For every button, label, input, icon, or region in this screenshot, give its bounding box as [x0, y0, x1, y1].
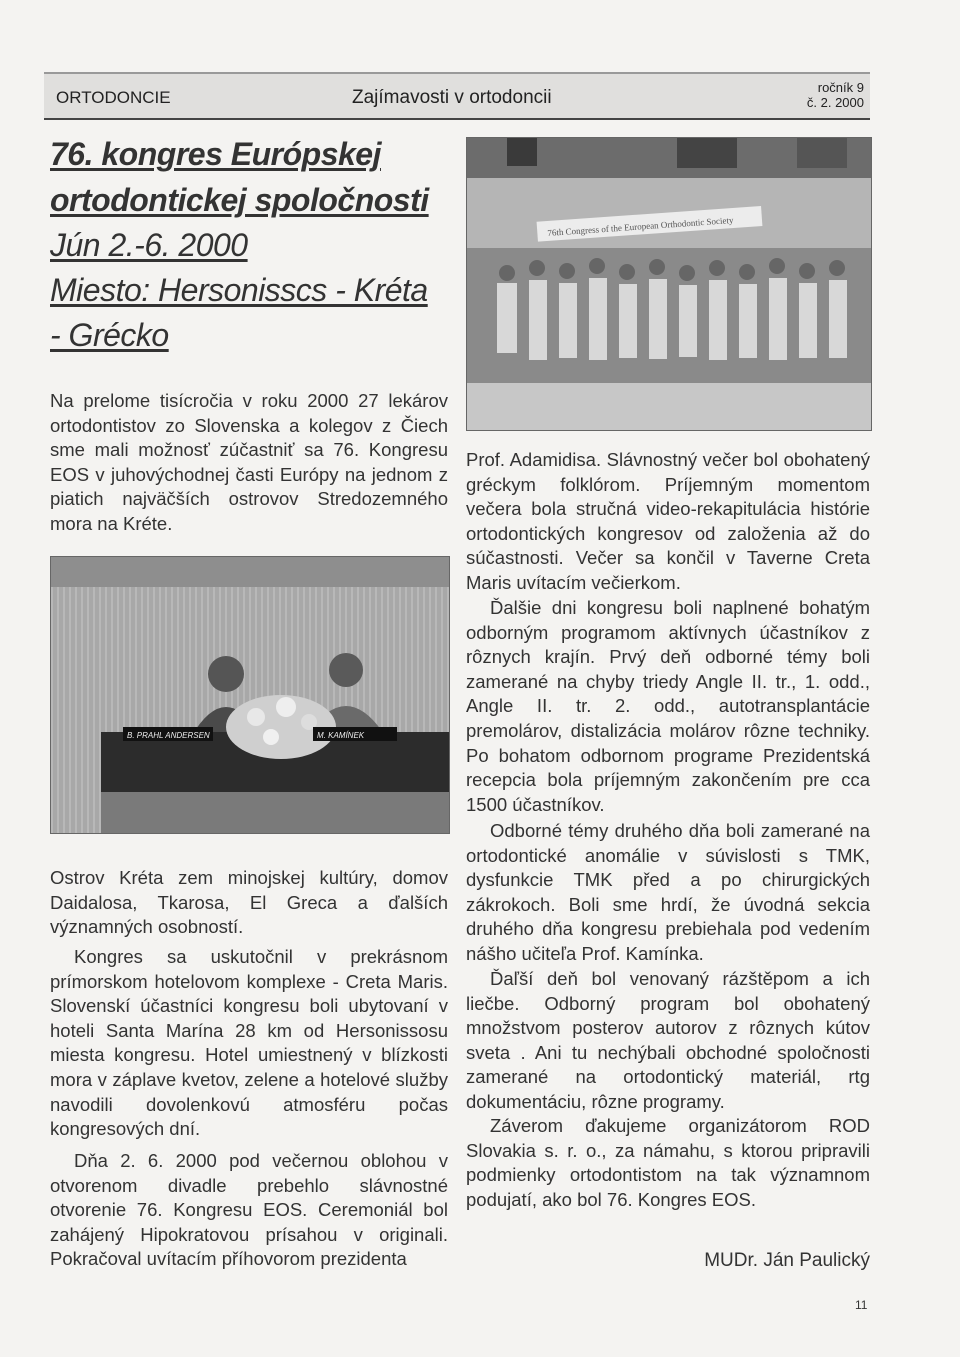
journal-name: ORTODONCIE	[56, 88, 171, 107]
right-paragraph-3: Odborné témy druhého dňa boli zamerané na ortodontické anomálie v súvislosti s TMK, dysfunkcie TMK před a po chirurgických zákrokoch. Boli sme hrdí, že úvodná sekcia druhého dňa kongresu prebiehala pod vedením nášho učiteľa Prof. Kamínka.	[466, 820, 870, 964]
left-paragraph-3: Dňa 2. 6. 2000 pod večernou oblohou v otvorenom divadle prebehlo slávnostné otvorenie 76. Kongresu EOS. Ceremoniál bol zahájený Hipokratovou prísahou v originali. Pokračoval uvítacím příhovorom prezidenta	[50, 1150, 448, 1270]
panel-photo	[50, 556, 450, 834]
right-paragraph-5: Záverom ďakujeme organizátorom ROD Slovakia s. r. o., za námahu, s ktorou pripravili podmienky ortodontistom na tak významnom podujatí, ako bol 76. Kongres EOS.	[466, 1115, 870, 1210]
intro-paragraph: Na prelome tisícročia v roku 2000 27 lekárov ortodontistov zo Slovenska a kolegov z Čiech sme mali možnosť zúčastniť sa 76. Kongresu EOS v juhovýchodnej časti Európy na jednom z piatich najväčších ostrovov Stredozemného mora na Kréte.	[50, 390, 448, 534]
right-paragraph-2: Ďalšie dni kongresu boli naplnené bohatým odborným programom aktívnych účastníkov z rôznych krajín. Prvý deň odborné témy boli zamerané na chyby triedy Angle II. tr., 1. odd., Angle II. tr. 2. odd., autotransplantácie premolárov, distalizácia molárov rôzne techniky. Po bohatom odbornom programe Prezidentská recepcia bola príjemným zakončením pre cca 1500 účastníkov.	[466, 597, 870, 815]
right-paragraph-4: Ďaľší deň bol venovaný rázštěpom a ich liečbe. Odborný program bol obohatený množstvom posterov autorov z rôznych kútov sveta . Ani tu nechýbali obchodné spoločnosti zamerané na ortodontický materiál, rtg dokumentáciu, rôzne programy.	[466, 968, 870, 1112]
name-plate-left: B. PRAHL ANDERSEN	[127, 731, 210, 740]
issue-info	[807, 80, 864, 110]
group-photo	[466, 137, 872, 431]
headline-line-4: Miesto: Hersonisscs - Kréta	[50, 272, 428, 308]
group-banner-text: 76th Congress of the European Orthodontic Society	[547, 214, 734, 238]
volume-label: ročník 9	[817, 80, 864, 95]
headline-line-1: 76. kongres Európskej	[50, 136, 381, 172]
left-paragraph-2: Kongres sa uskutočnil v prekrásnom prímorskom hotelovom komplexe - Creta Maris. Slovenskí účastníci kongresu boli ubytovaní v hoteli Santa Marína 28 km od Hersonissosu miesta kongresu. Hotel umiestnený v blízkosti mora v záplave kvetov, zelene a hotelové služby navodili dovolenkovú atmosféru počas kongresových dní.	[50, 946, 448, 1140]
headline-line-3: Jún 2.-6. 2000	[50, 227, 248, 263]
section-title: Zajímavosti v ortodoncii	[352, 87, 552, 108]
name-plate-right: M. KAMÍNEK	[317, 731, 365, 740]
group-photo-image	[467, 138, 871, 430]
author-signature: MUDr. Ján Paulický	[704, 1250, 870, 1271]
right-paragraph-1: Prof. Adamidisa. Slávnostný večer bol obohatený gréckym folklórom. Príjemným momentom večera bola stručná video-rekapitulácia histórie ortodontických kongresov od založenia až do súčastnosti. Večer sa končil v Taverne Creta Maris uvítacím večierkom.	[466, 449, 870, 593]
issue-label: č. 2. 2000	[806, 95, 864, 110]
left-paragraph-1: Ostrov Kréta zem minojskej kultúry, domov Daidalosa, Tkarosa, El Greca a ďalších významných osobností.	[50, 867, 448, 938]
page-number: 11	[855, 1298, 868, 1312]
headline-line-5: - Grécko	[50, 317, 169, 353]
page-header	[44, 72, 870, 120]
headline-line-2: ortodontickej spoločnosti	[50, 182, 429, 218]
panel-photo-image	[51, 557, 449, 833]
